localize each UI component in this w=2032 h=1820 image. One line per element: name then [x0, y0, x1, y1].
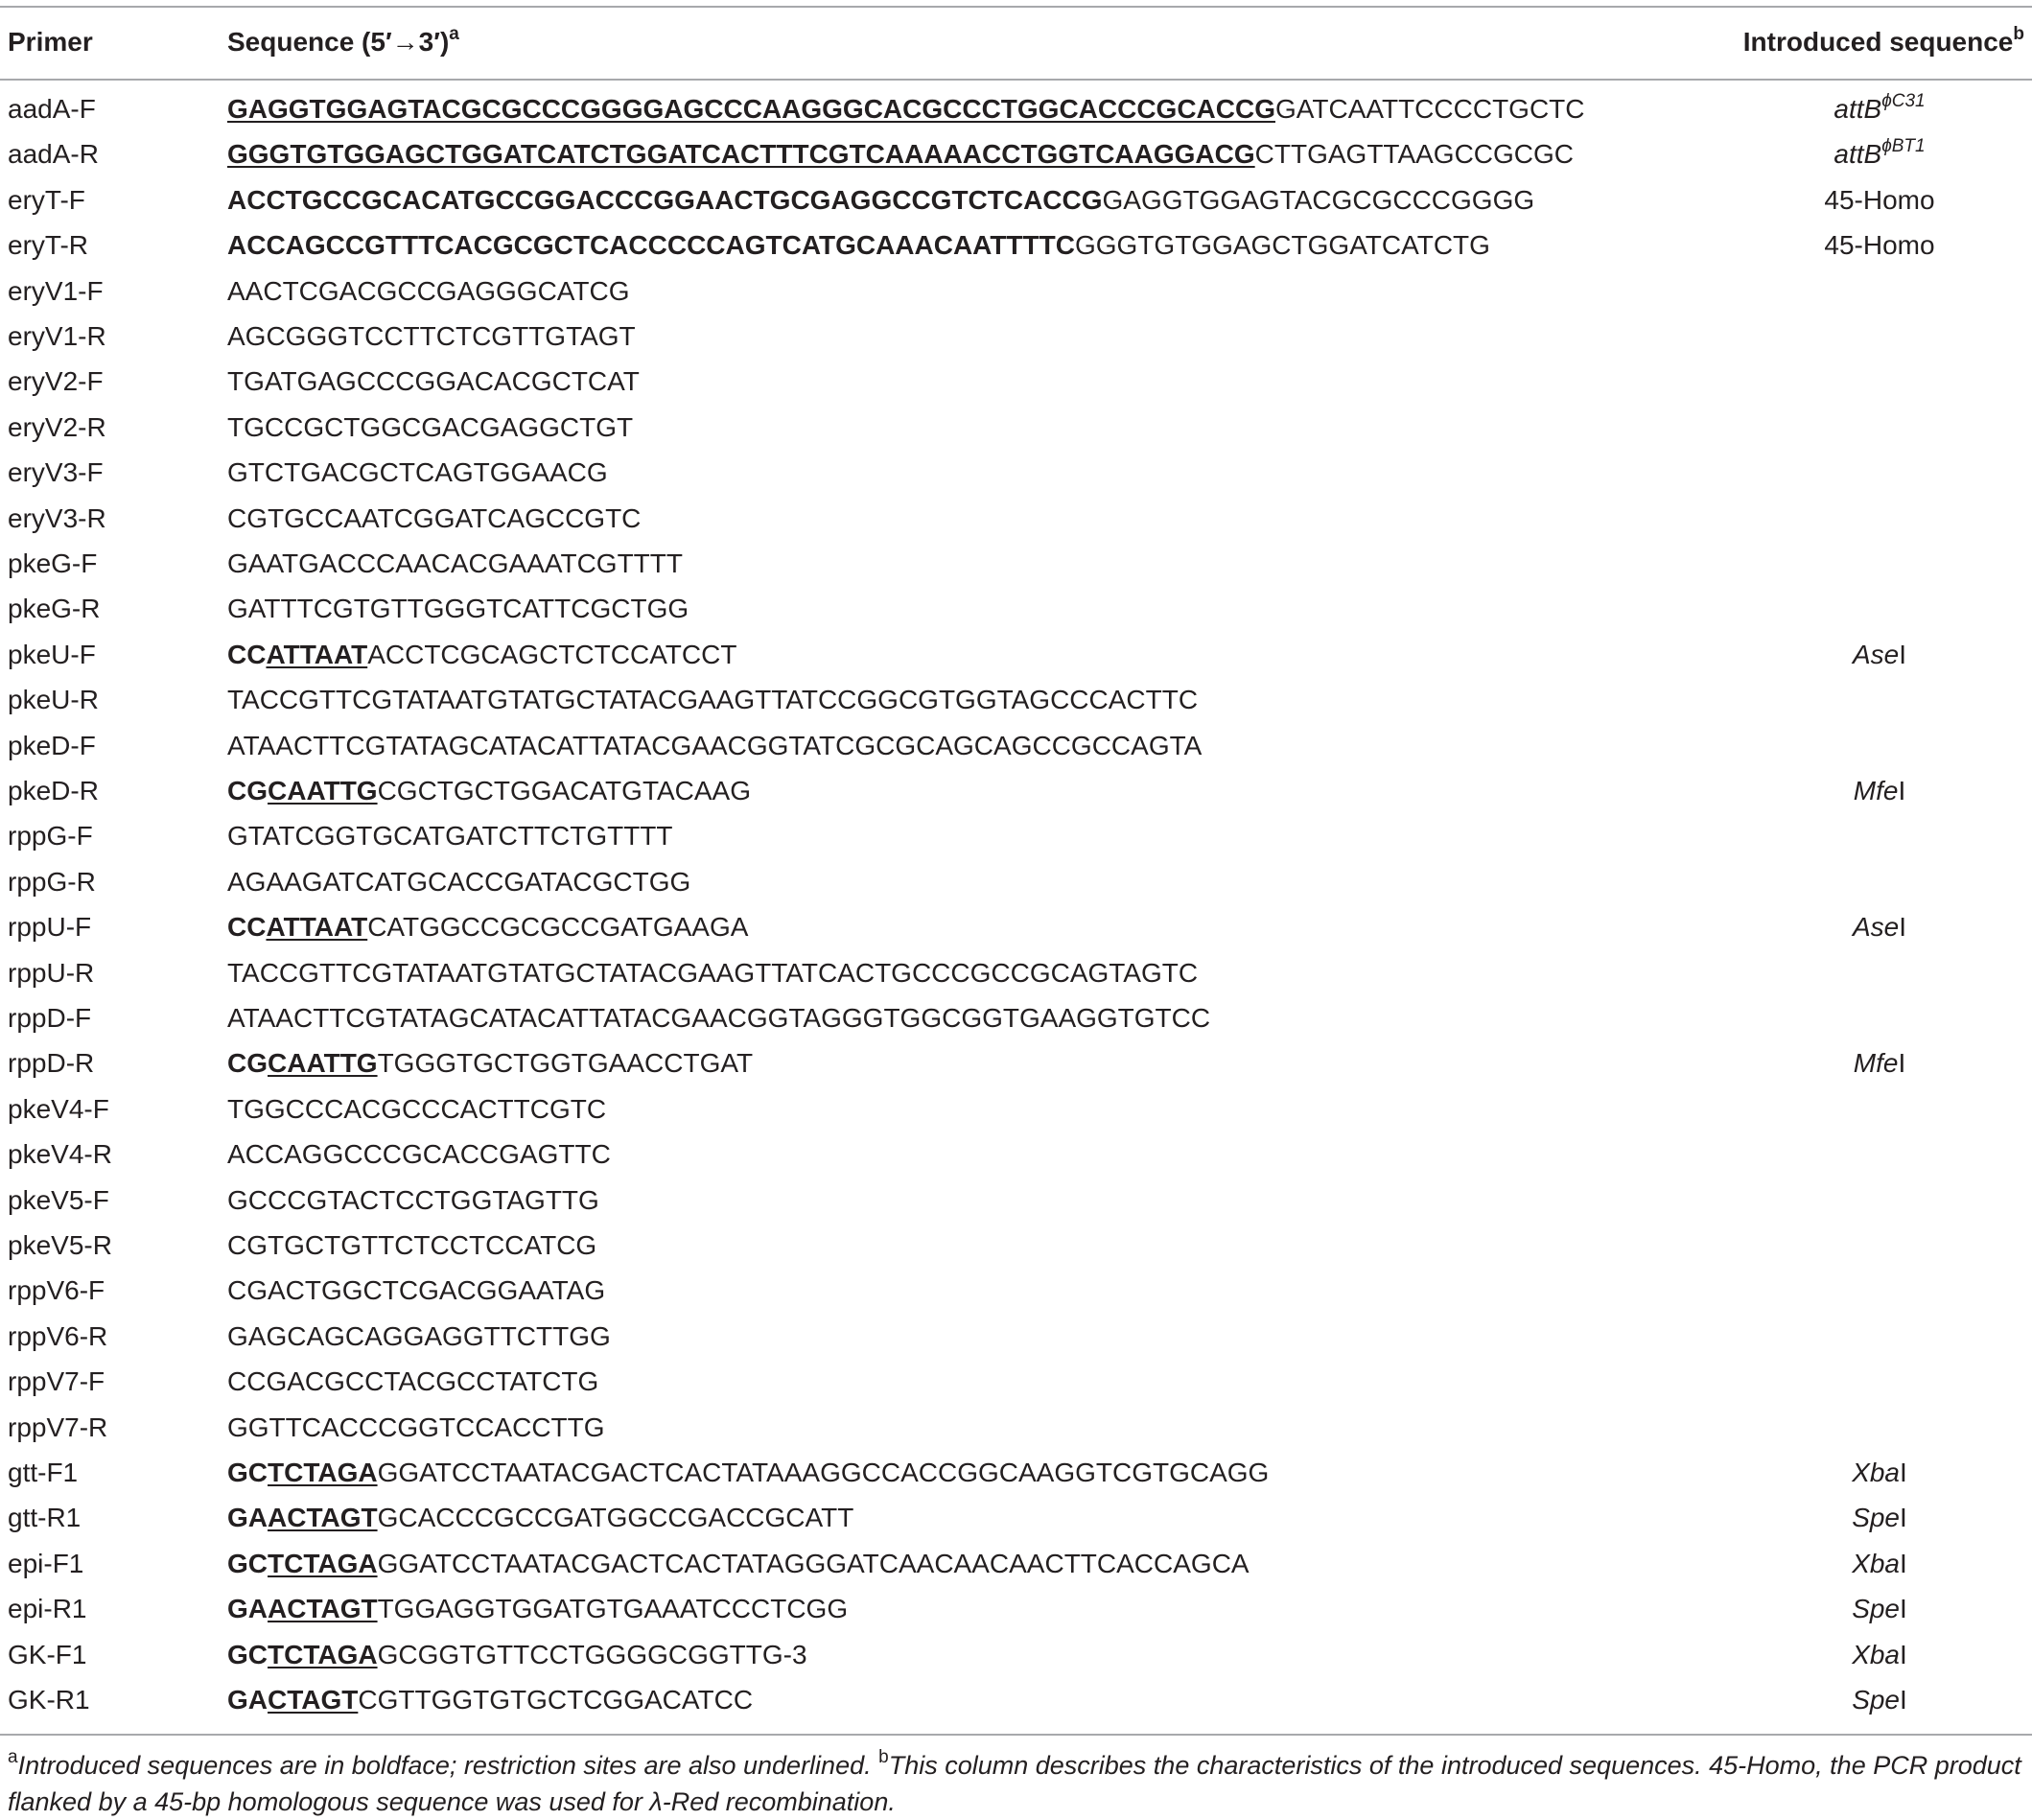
template-sequence: GAATGACCCAACACGAAATCGTTTT: [227, 548, 683, 578]
primer-sequence: [227, 321, 636, 352]
introduced-sequence: GAGGTGGAGTACGCGCCCGGGGAGCCCAAGGGCACGCCCTGGCACCCGCACCG: [227, 94, 1275, 124]
table-row: [0, 1357, 2032, 1402]
table-row: [0, 1130, 2032, 1175]
header-introduced-sequence: Introduced sequence$^b$: [1742, 23, 2024, 57]
primer-name: rppG-R: [8, 866, 96, 897]
table-row: [0, 1493, 2032, 1538]
primer-name: pkeV5-F: [8, 1184, 109, 1215]
primer-sequence: [227, 185, 1534, 216]
primer-name: rppG-F: [8, 821, 93, 852]
restriction-site: ATTAAT: [266, 912, 368, 943]
primer-sequence: [227, 776, 751, 806]
table-row: [0, 1403, 2032, 1448]
introduced-prefix: GA: [227, 1503, 268, 1533]
template-sequence: CGACTGGCTCGACGGAATAG: [227, 1275, 606, 1306]
table-row: [0, 1539, 2032, 1584]
primer-name: rppU-F: [8, 912, 92, 943]
primer-sequence: [227, 94, 1585, 125]
header-sequence: Sequence $(5'\to 3')^a$: [227, 23, 459, 57]
template-sequence: TGGAGGTGGATGTGAAATCCCTCGG: [377, 1594, 849, 1624]
restriction-site: CTAGT: [268, 1685, 359, 1715]
primer-name: pkeD-F: [8, 730, 96, 760]
table-row: [0, 766, 2032, 811]
primer-sequence: [227, 867, 690, 898]
primer-sequence: [227, 1275, 605, 1306]
restriction-site: ACTAGT: [268, 1594, 378, 1624]
primer-sequence: [227, 958, 1198, 989]
header-primer: Primer: [8, 27, 93, 57]
primer-name: eryV3-F: [8, 457, 104, 488]
table-header-rule: [0, 79, 2032, 81]
introduced-sequence-type: SpeI: [1852, 1503, 1907, 1533]
introduced-prefix: CC: [227, 912, 267, 943]
introduced-sequence-type: attB$^{\phi C31}$: [1833, 90, 1926, 124]
table-row: [0, 675, 2032, 720]
template-sequence: TACCGTTCGTATAATGTATGCTATACGAAGTTATCCGGCGTGGTAGCCCACTTC: [227, 685, 1199, 715]
table-row: [0, 1312, 2032, 1357]
primer-sequence: [227, 821, 673, 852]
table-row: [0, 1266, 2032, 1311]
table-row: [0, 584, 2032, 629]
primer-sequence: [227, 1366, 598, 1397]
template-sequence: TACCGTTCGTATAATGTATGCTATACGAAGTTATCACTGCCCGCCGCAGTAGTC: [227, 957, 1199, 988]
primer-name: eryV2-F: [8, 366, 104, 397]
primer-name: rppV6-R: [8, 1320, 108, 1351]
table-row: [0, 1448, 2032, 1493]
table-header: [0, 10, 2032, 79]
introduced-sequence-type: XbaI: [1852, 1548, 1907, 1578]
table-footnote: $^a$Introduced sequences are in boldface; restriction sites are also underlined. $^b$This column describes the characteristics of the introduced sequences. 45-Homo, the PCR product flanked by a 45-bp homologous sequence was used for λ-Red recombination.: [8, 1747, 2021, 1816]
introduced-sequence-type: AseI: [1852, 912, 1907, 943]
primer-name: GK-F1: [8, 1639, 87, 1669]
primer-sequence: [227, 1458, 1269, 1488]
table-row: [0, 1221, 2032, 1266]
restriction-site: TCTAGA: [268, 1639, 378, 1669]
primer-sequence: [227, 1412, 605, 1443]
primer-sequence: [227, 139, 1574, 170]
introduced-sequence-type: 45-Homo: [1824, 184, 1935, 215]
introduced-prefix: CG: [227, 776, 268, 805]
table-row: [0, 129, 2032, 175]
table-row: [0, 494, 2032, 539]
introduced-sequence-type: attB$^{\phi BT1}$: [1833, 136, 1926, 170]
table-row: [0, 539, 2032, 584]
introduced-sequence-type: SpeI: [1852, 1685, 1907, 1715]
template-sequence: TGCCGCTGGCGACGAGGCTGT: [227, 411, 634, 442]
primer-sequence: [227, 276, 630, 307]
primer-name: aadA-F: [8, 94, 96, 124]
template-sequence: CGCTGCTGGACATGTACAAG: [377, 776, 751, 805]
table-row: [0, 1176, 2032, 1221]
template-sequence: AGCGGGTCCTTCTCGTTGTAGT: [227, 321, 636, 351]
template-sequence: GGTTCACCCGGTCCACCTTG: [227, 1412, 605, 1442]
table-row: [0, 1085, 2032, 1130]
primer-sequence: [227, 1321, 611, 1352]
table-bottom-rule: [0, 1734, 2032, 1736]
template-sequence: ACCTCGCAGCTCTCCATCCT: [367, 639, 737, 669]
table-row: [0, 1630, 2032, 1675]
template-sequence: GAGCAGCAGGAGGTTCTTGG: [227, 1320, 611, 1351]
template-sequence: GCGGTGTTCCTGGGGCGGTTG-3: [377, 1639, 807, 1669]
table-row: [0, 902, 2032, 947]
primer-sequence: [227, 548, 683, 579]
introduced-prefix: GA: [227, 1594, 268, 1624]
primer-name: GK-R1: [8, 1685, 90, 1715]
restriction-site: ACTAGT: [268, 1503, 378, 1533]
introduced-prefix: CC: [227, 639, 267, 669]
table-top-rule: [0, 6, 2032, 8]
primer-sequence: [227, 1230, 596, 1261]
table-row: [0, 357, 2032, 402]
primer-sequence: [227, 731, 1202, 761]
primer-sequence: [227, 1094, 606, 1125]
restriction-site: ATTAAT: [266, 639, 368, 669]
primer-sequence: [227, 1139, 611, 1170]
primer-name: rppV7-R: [8, 1412, 108, 1442]
table-row: [0, 84, 2032, 129]
primer-name: pkeD-R: [8, 776, 99, 805]
primer-sequence: [227, 594, 689, 624]
table-row: [0, 267, 2032, 312]
primer-sequence: [227, 685, 1198, 715]
primer-name: eryT-R: [8, 230, 88, 261]
primer-name: gtt-F1: [8, 1458, 79, 1487]
introduced-sequence-type: 45-Homo: [1824, 230, 1935, 261]
primer-name: pkeV4-F: [8, 1093, 109, 1124]
template-sequence: CGTTGGTGTGCTCGGACATCC: [358, 1685, 754, 1715]
primer-name: gtt-R1: [8, 1503, 82, 1533]
primer-sequence: [227, 457, 608, 488]
primer-name: pkeV5-R: [8, 1230, 112, 1260]
introduced-sequence: ACCAGCCGTTTCACGCGCTCACCCCCAGTCATGCAAACAATTTTC: [227, 230, 1075, 261]
template-sequence: CCGACGCCTACGCCTATCTG: [227, 1366, 599, 1397]
table-row: [0, 403, 2032, 448]
template-sequence: AACTCGACGCCGAGGGCATCG: [227, 275, 630, 306]
primer-name: pkeU-F: [8, 639, 96, 669]
primer-sequence: [227, 1685, 753, 1715]
table-row: [0, 857, 2032, 902]
template-sequence: GAGGTGGAGTACGCGCCCGGGG: [1102, 184, 1535, 215]
introduced-sequence: ACCTGCCGCACATGCCGGACCCGGAACTGCGAGGCCGTCTCACCG: [227, 184, 1103, 215]
introduced-sequence-type: AseI: [1852, 639, 1907, 669]
table-row: [0, 721, 2032, 766]
table-row: [0, 1038, 2032, 1084]
restriction-site: CAATTG: [268, 1048, 378, 1079]
template-sequence: TGGCCCACGCCCACTTCGTC: [227, 1093, 607, 1124]
template-sequence: ACCAGGCCCGCACCGAGTTC: [227, 1139, 611, 1170]
template-sequence: ATAACTTCGTATAGCATACATTATACGAACGGTAGGGTGGCGGTGAAGGTGTCC: [227, 1003, 1211, 1033]
template-sequence: GCCCGTACTCCTGGTAGTTG: [227, 1184, 599, 1215]
introduced-sequence-type: SpeI: [1852, 1594, 1907, 1624]
primer-name: rppD-F: [8, 1003, 92, 1033]
table-row: [0, 221, 2032, 266]
primer-name: pkeG-F: [8, 548, 98, 578]
table-row: [0, 1584, 2032, 1629]
template-sequence: GGATCCTAATACGACTCACTATAGGGATCAACAACAACTTCACCAGCA: [377, 1548, 1250, 1578]
table-row: [0, 448, 2032, 493]
introduced-sequence-type: XbaI: [1852, 1458, 1907, 1487]
primer-sequence: [227, 412, 633, 443]
template-sequence: GATCAATTCCCCTGCTC: [1275, 94, 1585, 124]
primer-sequence: [227, 230, 1490, 261]
template-sequence: GATTTCGTGTTGGGTCATTCGCTGG: [227, 594, 689, 624]
template-sequence: TGATGAGCCCGGACACGCTCAT: [227, 366, 640, 397]
table-row: [0, 175, 2032, 221]
introduced-sequence-type: MfeI: [1853, 1048, 1906, 1079]
introduced-prefix: GA: [227, 1685, 268, 1715]
primer-name: eryV1-F: [8, 275, 104, 306]
table-row: [0, 630, 2032, 675]
primer-sequence: [227, 1594, 848, 1624]
introduced-prefix: GC: [227, 1548, 268, 1578]
primer-sequence: [227, 912, 748, 943]
primer-name: pkeV4-R: [8, 1139, 112, 1170]
primer-sequence: [227, 1503, 853, 1533]
restriction-site: CAATTG: [268, 776, 378, 805]
table-row: [0, 312, 2032, 357]
introduced-prefix: GC: [227, 1639, 268, 1669]
primer-name: pkeG-R: [8, 594, 101, 624]
template-sequence: ATAACTTCGTATAGCATACATTATACGAACGGTATCGCGCAGCAGCCGCCAGTA: [227, 730, 1203, 760]
template-sequence: GCACCCGCCGATGGCCGACCGCATT: [377, 1503, 854, 1533]
table-row: [0, 1675, 2032, 1720]
introduced-sequence-type: XbaI: [1852, 1639, 1907, 1669]
introduced-prefix: CG: [227, 1048, 268, 1079]
primer-sequence: [227, 1048, 753, 1079]
primer-sequence: [227, 1003, 1210, 1034]
primer-name: rppV6-F: [8, 1275, 105, 1306]
template-sequence: GGGTGTGGAGCTGGATCATCTG: [1074, 230, 1490, 261]
template-sequence: GTATCGGTGCATGATCTTCTGTTTT: [227, 821, 673, 852]
primer-name: pkeU-R: [8, 685, 99, 715]
primer-sequence: [227, 1640, 807, 1670]
primer-name: eryV2-R: [8, 411, 106, 442]
primer-name: rppV7-F: [8, 1366, 105, 1397]
template-sequence: TGGGTGCTGGTGAACCTGAT: [377, 1048, 754, 1079]
template-sequence: CGTGCTGTTCTCCTCCATCG: [227, 1230, 597, 1260]
primer-name: eryV3-R: [8, 502, 106, 533]
primer-name: epi-F1: [8, 1548, 84, 1578]
restriction-site: TCTAGA: [268, 1458, 378, 1487]
primer-sequence: [227, 1549, 1250, 1579]
template-sequence: GGATCCTAATACGACTCACTATAAAGGCCACCGGCAAGGTCGTGCAGG: [377, 1458, 1270, 1487]
introduced-prefix: GC: [227, 1458, 268, 1487]
primer-sequence: [227, 1185, 599, 1216]
template-sequence: CATGGCCGCGCCGATGAAGA: [367, 912, 749, 943]
template-sequence: CGTGCCAATCGGATCAGCCGTC: [227, 502, 642, 533]
primer-sequence: [227, 503, 641, 534]
template-sequence: GTCTGACGCTCAGTGGAACG: [227, 457, 608, 488]
template-sequence: AGAAGATCATGCACCGATACGCTGG: [227, 866, 691, 897]
introduced-sequence-type: MfeI: [1853, 776, 1906, 805]
table-row: [0, 993, 2032, 1038]
template-sequence: CTTGAGTTAAGCCGCGC: [1254, 139, 1575, 170]
primer-name: eryT-F: [8, 184, 85, 215]
primer-name: epi-R1: [8, 1594, 87, 1624]
primer-sequence: [227, 366, 640, 397]
primer-sequence: [227, 640, 736, 670]
introduced-sequence: GGGTGTGGAGCTGGATCATCTGGATCACTTTCGTCAAAAACCTGGTCAAGGACG: [227, 139, 1255, 170]
table-row: [0, 811, 2032, 856]
table-row: [0, 948, 2032, 993]
primer-name: rppD-R: [8, 1048, 95, 1079]
primer-name: eryV1-R: [8, 321, 106, 351]
primer-name: aadA-R: [8, 139, 99, 170]
primer-name: rppU-R: [8, 957, 95, 988]
restriction-site: TCTAGA: [268, 1548, 378, 1578]
